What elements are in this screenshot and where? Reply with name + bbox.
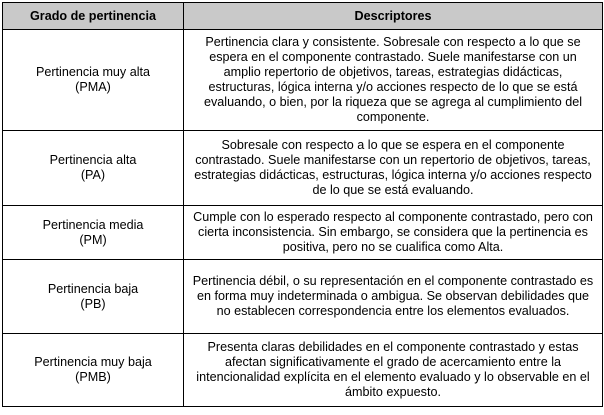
level-name: Pertinencia baja — [47, 281, 139, 296]
level-name: Pertinencia media — [42, 217, 144, 232]
header-descriptors: Descriptores — [184, 3, 603, 30]
level-name: Pertinencia muy baja — [34, 355, 152, 369]
level-cell — [3, 30, 184, 131]
table-row — [3, 131, 603, 206]
descriptor-cell: Pertinencia clara y consistente. Sobresale con respecto a lo que se espera en el componente contrastado. Suele manifestarse con un amplio repertorio de objetivos, tareas, estrategias didácticas, estructuras, lógica interna y/o acciones respecto de lo que se está evaluando, o bien, por la riqueza que se agrega al cumplimiento del componente. — [184, 30, 603, 131]
header-level: Grado de pertinencia — [3, 3, 184, 30]
table-row — [3, 260, 603, 334]
level-cell — [3, 206, 184, 260]
level-code: (PMA) — [75, 80, 111, 94]
table-row — [3, 206, 603, 260]
pertinence-table — [2, 2, 603, 407]
descriptor-cell: Cumple con lo esperado respecto al componente contrastado, pero con cierta inconsistencia. Sin embargo, se considera que la pertinencia es positiva, pero no se cualifica como Alta. — [184, 206, 603, 260]
level-code: (PMB) — [75, 370, 111, 384]
descriptor-cell: Sobresale con respecto a lo que se espera en el componente contrastado. Suele manifestarse con un repertorio de objetivos, tareas, estrategias didácticas, estructuras, lógica interna y/o acciones respecto de lo que se está evaluando. — [184, 131, 603, 206]
level-cell — [3, 131, 184, 206]
level-code: (PM) — [79, 232, 107, 247]
level-code: (PB) — [80, 296, 106, 311]
level-code: (PA) — [80, 168, 106, 182]
table-row — [3, 30, 603, 131]
level-name: Pertinencia alta — [49, 153, 137, 167]
level-name: Pertinencia muy alta — [35, 65, 151, 79]
header-row — [3, 3, 603, 30]
level-cell — [3, 334, 184, 407]
level-cell — [3, 260, 184, 334]
table-row — [3, 334, 603, 407]
descriptor-cell: Presenta claras debilidades en el componente contrastado y estas afectan significativamente el grado de acercamiento entre la intencionalidad explícita en el elemento evaluado y lo observable en el ámbito expuesto. — [184, 334, 603, 407]
descriptor-cell: Pertinencia débil, o su representación en el componente contrastado es en forma muy indeterminada o ambigua. Se observan debilidades que no establecen correspondencia entre los elementos evaluados. — [184, 260, 603, 334]
